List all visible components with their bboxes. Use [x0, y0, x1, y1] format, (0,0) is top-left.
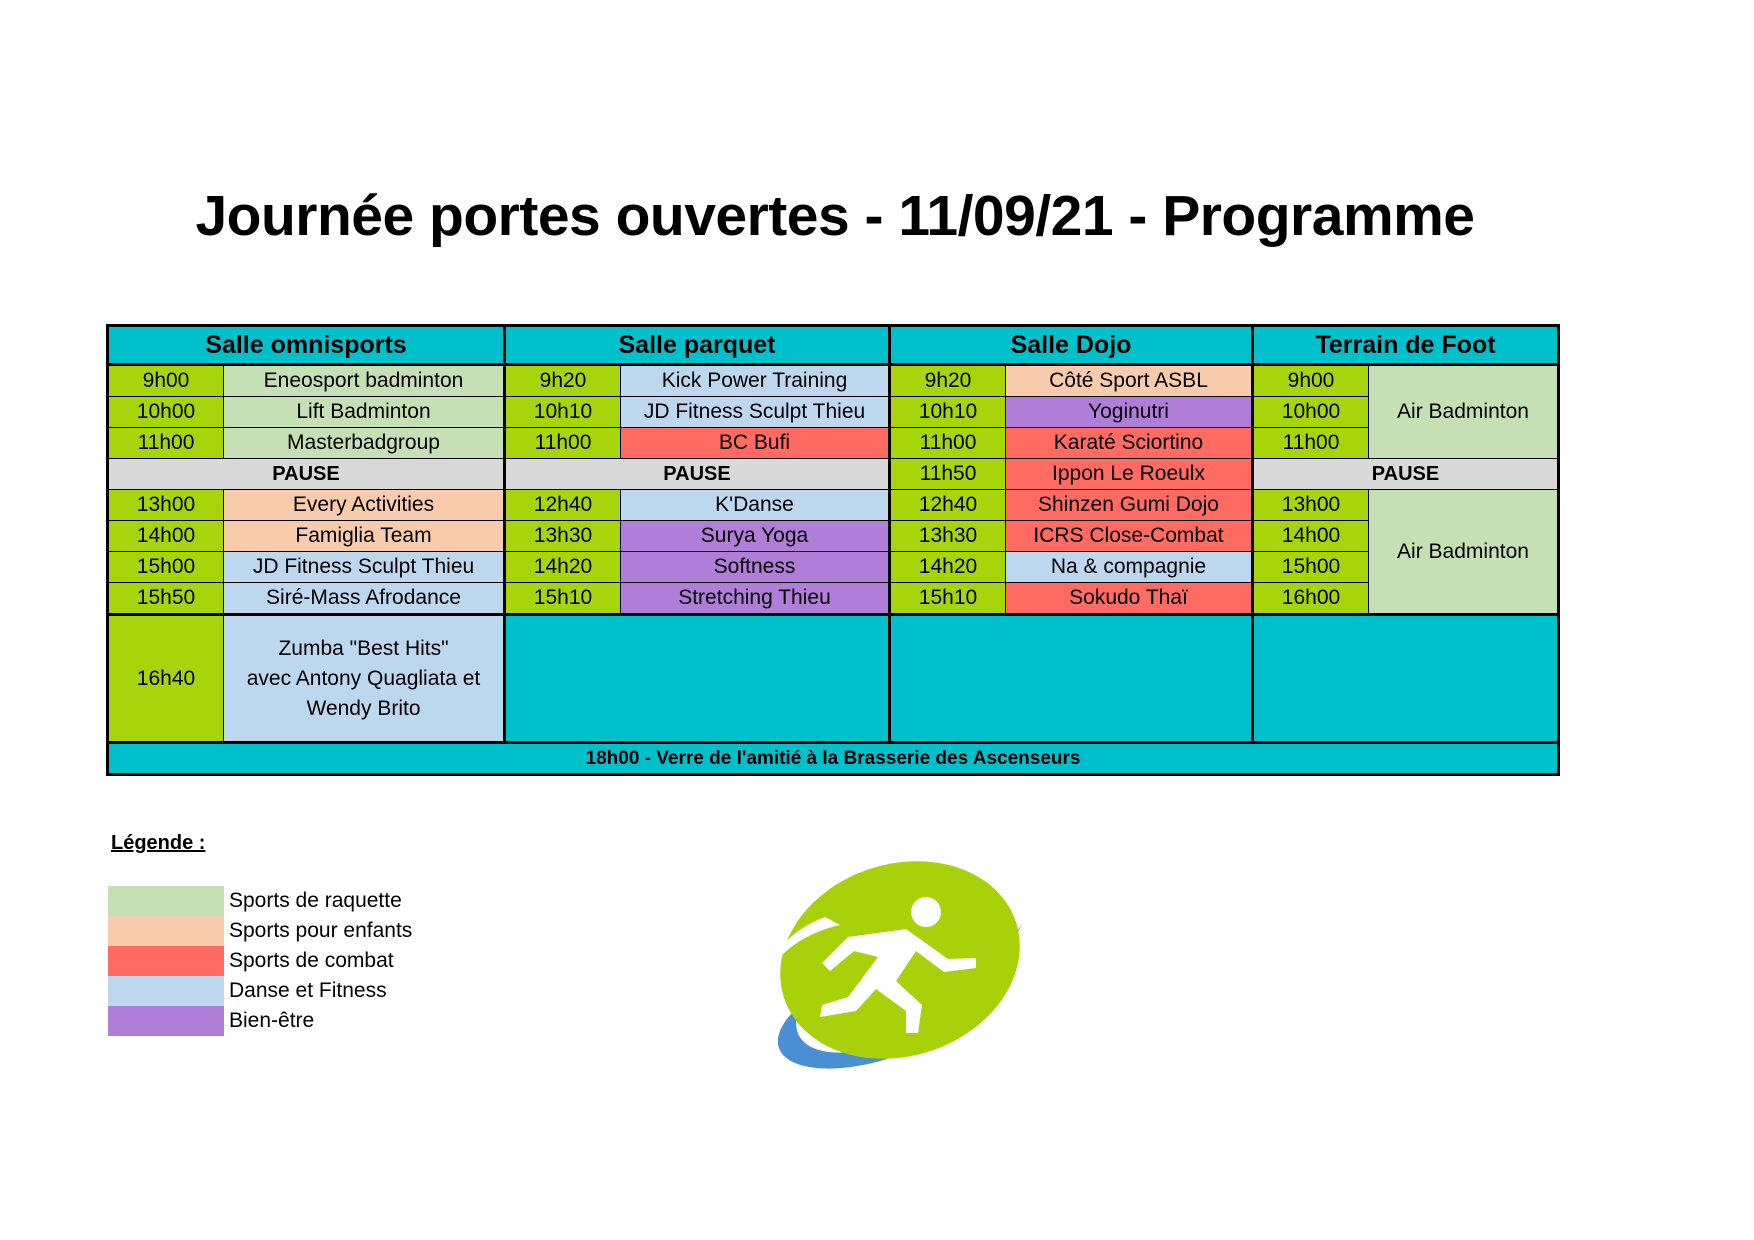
activity-cell: Yoginutri [1006, 397, 1253, 428]
legend-label: Sports de combat [229, 949, 394, 972]
time-cell: 13h00 [108, 490, 224, 521]
room-header: Salle omnisports [108, 326, 505, 365]
activity-cell: Karaté Sciortino [1006, 428, 1253, 459]
activity-line: Wendy Brito [306, 696, 421, 720]
activity-cell: Masterbadgroup [224, 428, 505, 459]
time-cell: 13h30 [505, 521, 621, 552]
time-cell: 15h00 [108, 552, 224, 583]
legend-swatch [108, 886, 224, 916]
legend-label: Bien-être [229, 1009, 315, 1032]
legend-item [108, 916, 508, 946]
legend-swatch [108, 946, 224, 976]
legend-label: Danse et Fitness [229, 979, 387, 1002]
activity-cell: Famiglia Team [224, 521, 505, 552]
activity-line: avec Antony Quagliata et [246, 666, 481, 690]
empty-cell [505, 615, 890, 743]
time-cell: 15h50 [108, 583, 224, 615]
time-cell: 12h40 [890, 490, 1006, 521]
activity-cell: Kick Power Training [621, 365, 890, 397]
legend-item [108, 1006, 508, 1036]
time-cell: 14h20 [505, 552, 621, 583]
pause-cell: PAUSE [1253, 459, 1559, 490]
time-cell: 9h20 [505, 365, 621, 397]
time-cell: 10h00 [1253, 397, 1369, 428]
time-cell: 9h00 [108, 365, 224, 397]
activity-cell: Stretching Thieu [621, 583, 890, 615]
activity-cell: Eneosport badminton [224, 365, 505, 397]
time-cell: 14h20 [890, 552, 1006, 583]
activity-cell: K'Danse [621, 490, 890, 521]
time-cell: 9h00 [1253, 365, 1369, 397]
pause-cell: PAUSE [108, 459, 505, 490]
activity-cell: Surya Yoga [621, 521, 890, 552]
time-cell: 11h00 [890, 428, 1006, 459]
legend-title: Légende : [111, 832, 206, 854]
time-cell: 14h00 [1253, 521, 1369, 552]
time-cell: 11h00 [108, 428, 224, 459]
activity-cell: Softness [621, 552, 890, 583]
activity-cell: Air Badminton [1369, 490, 1559, 615]
time-cell: 9h20 [890, 365, 1006, 397]
time-cell: 11h00 [1253, 428, 1369, 459]
time-cell: 11h50 [890, 459, 1006, 490]
time-cell: 15h10 [505, 583, 621, 615]
legend-label: Sports pour enfants [229, 919, 413, 942]
legend-item [108, 976, 508, 1006]
legend-swatch [108, 916, 224, 946]
activity-cell: BC Bufi [621, 428, 890, 459]
activity-line: Zumba "Best Hits" [278, 636, 449, 660]
activity-cell: Ippon Le Roeulx [1006, 459, 1253, 490]
time-cell: 11h00 [505, 428, 621, 459]
legend-swatch [108, 976, 224, 1006]
time-cell: 13h00 [1253, 490, 1369, 521]
activity-cell: Shinzen Gumi Dojo [1006, 490, 1253, 521]
room-header: Terrain de Foot [1253, 326, 1559, 365]
activity-cell: Siré-Mass Afrodance [224, 583, 505, 615]
empty-cell [1253, 615, 1559, 743]
time-cell: 15h10 [890, 583, 1006, 615]
time-cell: 14h00 [108, 521, 224, 552]
page-title: Journée portes ouvertes - 11/09/21 - Programme [195, 184, 1475, 248]
activity-cell: Air Badminton [1369, 365, 1559, 459]
activity-cell: Every Activities [224, 490, 505, 521]
activity-cell: JD Fitness Sculpt Thieu [224, 552, 505, 583]
activity-cell: Lift Badminton [224, 397, 505, 428]
time-cell: 15h00 [1253, 552, 1369, 583]
legend-swatch [108, 1006, 224, 1036]
legend-label: Sports de raquette [229, 889, 402, 912]
time-cell: 10h10 [505, 397, 621, 428]
runner-logo-icon [730, 855, 1030, 1075]
time-cell: 16h40 [108, 615, 224, 743]
empty-cell [890, 615, 1253, 743]
legend-item [108, 946, 508, 976]
schedule-table [106, 324, 1560, 776]
room-header: Salle Dojo [890, 326, 1253, 365]
pause-cell: PAUSE [505, 459, 890, 490]
time-cell: 12h40 [505, 490, 621, 521]
legend-item [108, 886, 508, 916]
activity-cell: Côté Sport ASBL [1006, 365, 1253, 397]
time-cell: 10h10 [890, 397, 1006, 428]
activity-cell: Sokudo Thaï [1006, 583, 1253, 615]
room-header: Salle parquet [505, 326, 890, 365]
footer-note: 18h00 - Verre de l'amitié à la Brasserie des Ascenseurs [108, 743, 1559, 775]
activity-cell: ICRS Close-Combat [1006, 521, 1253, 552]
activity-cell: Na & compagnie [1006, 552, 1253, 583]
time-cell: 16h00 [1253, 583, 1369, 615]
activity-cell [224, 615, 505, 743]
activity-cell: JD Fitness Sculpt Thieu [621, 397, 890, 428]
time-cell: 10h00 [108, 397, 224, 428]
time-cell: 13h30 [890, 521, 1006, 552]
